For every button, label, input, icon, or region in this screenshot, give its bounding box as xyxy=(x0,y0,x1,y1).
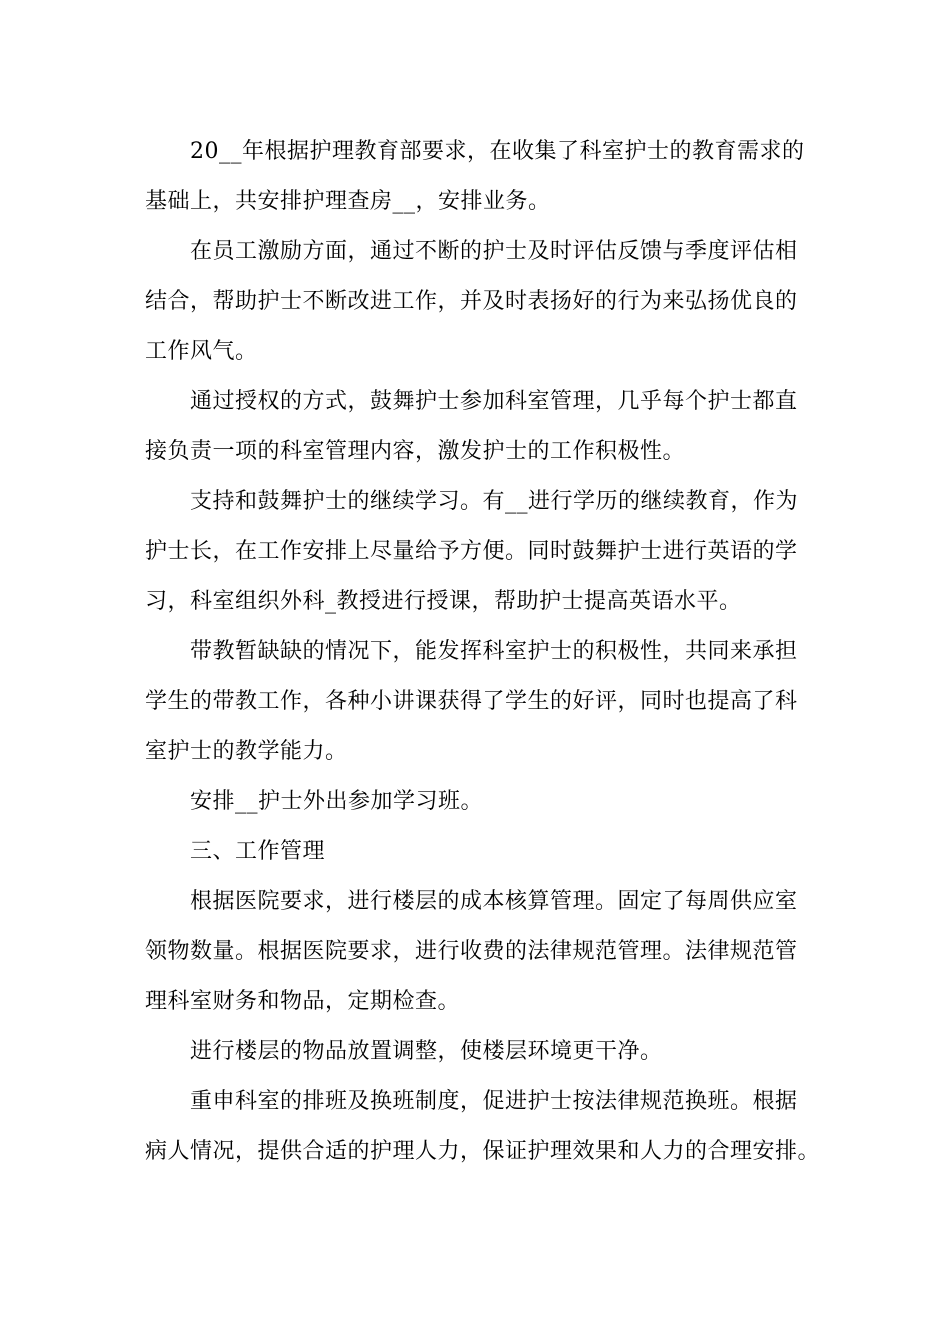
paragraph-4-line-1: 支持和鼓舞护士的继续学习。有__进行学历的继续教育，作为 xyxy=(190,489,799,514)
paragraph-7-line-1: 根据医院要求，进行楼层的成本核算管理。固定了每周供应室 xyxy=(190,889,798,914)
paragraph-5-line-3: 室护士的教学能力。 xyxy=(145,739,348,764)
paragraph-1-line-1: 20__年根据护理教育部要求，在收集了科室护士的教育需求的 xyxy=(190,139,805,164)
paragraph-8-line-1: 进行楼层的物品放置调整，使楼层环境更干净。 xyxy=(190,1039,663,1064)
paragraph-7-line-3: 理科室财务和物品，定期检查。 xyxy=(145,989,461,1014)
section-heading: 三、工作管理 xyxy=(190,839,326,864)
paragraph-4-line-2: 护士长，在工作安排上尽量给予方便。同时鼓舞护士进行英语的学 xyxy=(145,539,798,564)
paragraph-9-line-2: 病人情况，提供合适的护理人力，保证护理效果和人力的合理安排。 xyxy=(145,1139,821,1164)
paragraph-1-line-2: 基础上，共安排护理查房__，安排业务。 xyxy=(145,189,551,214)
paragraph-5-line-2: 学生的带教工作，各种小讲课获得了学生的好评，同时也提高了科 xyxy=(145,689,798,714)
paragraph-5-line-1: 带教暂缺缺的情况下，能发挥科室护士的积极性，共同来承担 xyxy=(190,639,798,664)
paragraph-6-line-1: 安排__护士外出参加学习班。 xyxy=(190,789,484,814)
paragraph-2-line-2: 结合，帮助护士不断改进工作，并及时表扬好的行为来弘扬优良的 xyxy=(145,289,798,314)
paragraph-7-line-2: 领物数量。根据医院要求，进行收费的法律规范管理。法律规范管 xyxy=(145,939,798,964)
paragraph-2-line-1: 在员工激励方面，通过不断的护士及时评估反馈与季度评估相 xyxy=(190,239,798,264)
paragraph-2-line-3: 工作风气。 xyxy=(145,339,258,364)
paragraph-3-line-1: 通过授权的方式，鼓舞护士参加科室管理，几乎每个护士都直 xyxy=(190,389,798,414)
paragraph-9-line-1: 重申科室的排班及换班制度，促进护士按法律规范换班。根据 xyxy=(190,1089,798,1114)
paragraph-4-line-3: 习，科室组织外科_教授进行授课，帮助护士提高英语水平。 xyxy=(145,589,742,614)
paragraph-3-line-2: 接负责一项的科室管理内容，激发护士的工作积极性。 xyxy=(145,439,686,464)
